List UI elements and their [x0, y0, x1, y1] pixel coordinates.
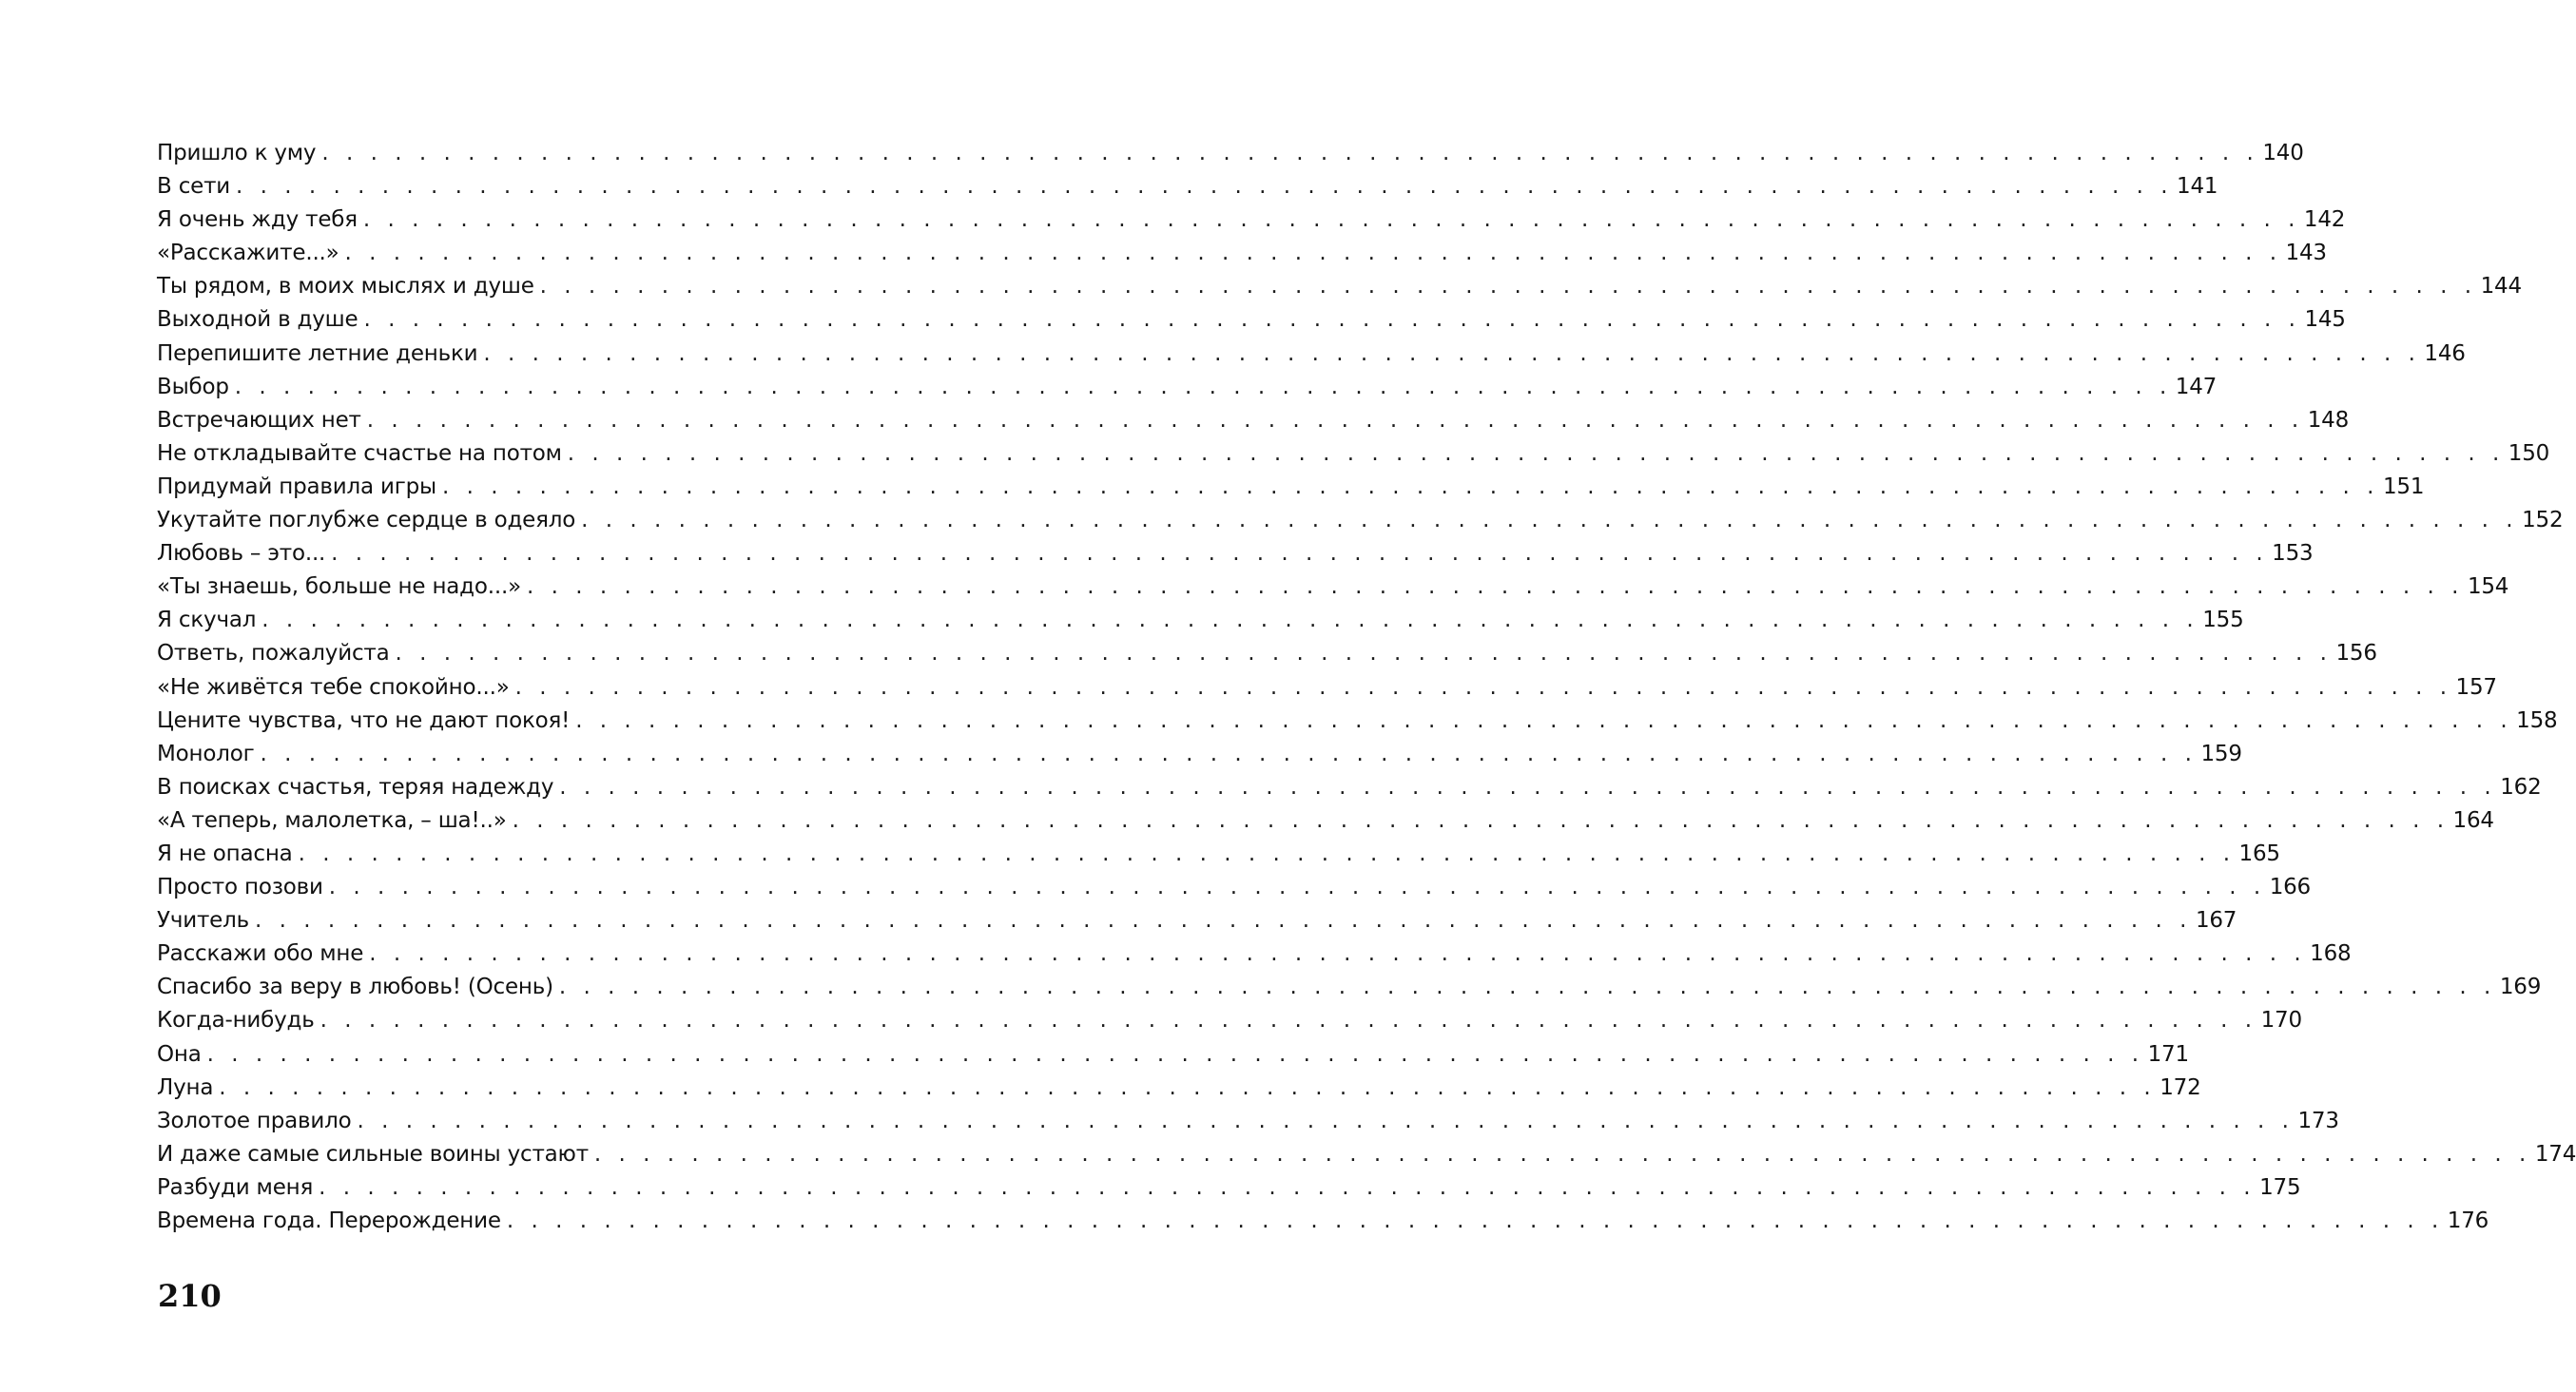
toc-entry: [157, 371, 2218, 404]
entry-page-number: 172: [2160, 1074, 2201, 1100]
toc-entry: [157, 671, 2497, 705]
dot-leader: . . . . . . . . . . . . . . . . . . . . . . . . . . . . . . . . . . . . . . . . . . . . . . . . . . . . . . . . . . . . . . . . . . . . . . . . . . . . . . . .: [539, 274, 2477, 300]
toc-entry: [157, 1004, 2302, 1037]
dot-leader: . . . . . . . . . . . . . . . . . . . . . . . . . . . . . . . . . . . . . . . . . . . . . . . . . . . . . . . . . . . . . . . . . . . . . . . . . . . . . . . .: [559, 774, 2497, 800]
entry-page-number: 154: [2467, 574, 2509, 600]
entry-page-number: 162: [2500, 774, 2542, 800]
entry-page-number: 155: [2202, 608, 2244, 633]
toc-entry: [157, 203, 2346, 237]
dot-leader: . . . . . . . . . . . . . . . . . . . . . . . . . . . . . . . . . . . . . . . . . . . . . . . . . . . . . . . . . . . . . . . . . . . . . . . . . . . . . . . .: [558, 975, 2496, 1000]
entry-page-number: 146: [2424, 340, 2466, 366]
dot-leader: . . . . . . . . . . . . . . . . . . . . . . . . . . . . . . . . . . . . . . . . . . . . . . . . . . . . . . . . . . . . . . . . . . . . . . . . . . . . . . . .: [344, 241, 2282, 266]
dot-leader: . . . . . . . . . . . . . . . . . . . . . . . . . . . . . . . . . . . . . . . . . . . . . . . . . . . . . . . . . . . . . . . . . . . . . . . . . . . . . . . .: [362, 207, 2300, 233]
entry-title: Выходной в душе: [157, 307, 358, 333]
toc-entry: [157, 1205, 2489, 1238]
entry-title: Монолог: [157, 741, 255, 766]
entry-page-number: 158: [2516, 707, 2558, 733]
entry-title: Я скучал: [157, 608, 257, 633]
entry-page-number: 143: [2285, 241, 2327, 266]
entry-page-number: 165: [2238, 841, 2280, 866]
toc-entry: [157, 938, 2352, 971]
entry-title: Встречающих нет: [157, 407, 361, 433]
toc-entry: [157, 804, 2494, 838]
entry-title: Я не опасна: [157, 841, 293, 866]
toc-entry: [157, 237, 2327, 270]
dot-leader: . . . . . . . . . . . . . . . . . . . . . . . . . . . . . . . . . . . . . . . . . . . . . . . . . . . . . . . . . . . . . . . . . . . . . . . . . . . . . . . .: [581, 508, 2519, 533]
dot-leader: . . . . . . . . . . . . . . . . . . . . . . . . . . . . . . . . . . . . . . . . . . . . . . . . . . . . . . . . . . . . . . . . . . . . . . . . . . . . . . . .: [442, 474, 2379, 499]
toc-entry: [157, 504, 2564, 537]
toc-entry: [157, 404, 2350, 437]
dot-leader: . . . . . . . . . . . . . . . . . . . . . . . . . . . . . . . . . . . . . . . . . . . . . . . . . . . . . . . . . . . . . . . . . . . . . . . . . . . . . . . .: [366, 407, 2304, 433]
dot-leader: . . . . . . . . . . . . . . . . . . . . . . . . . . . . . . . . . . . . . . . . . . . . . . . . . . . . . . . . . . . . . . . . . . . . . . . . . . . . . . . .: [328, 875, 2266, 900]
toc-entry: [157, 170, 2218, 203]
entry-title: Учитель: [157, 908, 249, 934]
entry-title: «Ты знаешь, больше не надо...»: [157, 574, 521, 600]
entry-page-number: 175: [2259, 1174, 2301, 1200]
toc-entry: [157, 771, 2542, 804]
dot-leader: . . . . . . . . . . . . . . . . . . . . . . . . . . . . . . . . . . . . . . . . . . . . . . . . . . . . . . . . . . . . . . . . . . . . . . . . . . . . . . . .: [357, 1108, 2295, 1133]
entry-page-number: 148: [2307, 407, 2350, 433]
entry-page-number: 173: [2297, 1108, 2339, 1133]
dot-leader: . . . . . . . . . . . . . . . . . . . . . . . . . . . . . . . . . . . . . . . . . . . . . . . . . . . . . . . . . . . . . . . . . . . . . . . . . . . . . . . .: [261, 608, 2199, 633]
dot-leader: . . . . . . . . . . . . . . . . . . . . . . . . . . . . . . . . . . . . . . . . . . . . . . . . . . . . . . . . . . . . . . . . . . . . . . . . . . . . . . . .: [593, 1141, 2531, 1167]
toc-entry: [157, 971, 2542, 1004]
entry-title: Ты рядом, в моих мыслях и душе: [157, 274, 534, 300]
entry-page-number: 150: [2508, 440, 2550, 466]
dot-leader: . . . . . . . . . . . . . . . . . . . . . . . . . . . . . . . . . . . . . . . . . . . . . . . . . . . . . . . . . . . . . . . . . . . . . . . . . . . . . . . .: [395, 641, 2333, 667]
toc-entry: [157, 705, 2558, 738]
dot-leader: . . . . . . . . . . . . . . . . . . . . . . . . . . . . . . . . . . . . . . . . . . . . . . . . . . . . . . . . . . . . . . . . . . . . . . . . . . . . . . . .: [260, 741, 2198, 766]
toc-entry: [157, 871, 2311, 904]
dot-leader: . . . . . . . . . . . . . . . . . . . . . . . . . . . . . . . . . . . . . . . . . . . . . . . . . . . . . . . . . . . . . . . . . . . . . . . . . . . . . . . .: [526, 574, 2464, 600]
toc-entry: [157, 838, 2280, 871]
toc-entry: [157, 1072, 2201, 1105]
entry-title: «Не живётся тебе спокойно...»: [157, 674, 510, 700]
entry-page-number: 174: [2534, 1141, 2576, 1167]
entry-page-number: 171: [2147, 1041, 2189, 1067]
dot-leader: . . . . . . . . . . . . . . . . . . . . . . . . . . . . . . . . . . . . . . . . . . . . . . . . . . . . . . . . . . . . . . . . . . . . . . . . . . . . . . . .: [483, 340, 2421, 366]
entry-title: Разбуди меня: [157, 1174, 314, 1200]
dot-leader: . . . . . . . . . . . . . . . . . . . . . . . . . . . . . . . . . . . . . . . . . . . . . . . . . . . . . . . . . . . . . . . . . . . . . . . . . . . . . . . .: [321, 141, 2259, 165]
toc-entry: [157, 1171, 2301, 1205]
toc-entry: [157, 1138, 2576, 1171]
entry-title: Золотое правило: [157, 1108, 352, 1133]
entry-page-number: 142: [2303, 207, 2346, 233]
dot-leader: . . . . . . . . . . . . . . . . . . . . . . . . . . . . . . . . . . . . . . . . . . . . . . . . . . . . . . . . . . . . . . . . . . . . . . . . . . . . . . . .: [369, 941, 2307, 967]
dot-leader: . . . . . . . . . . . . . . . . . . . . . . . . . . . . . . . . . . . . . . . . . . . . . . . . . . . . . . . . . . . . . . . . . . . . . . . . . . . . . . . .: [567, 440, 2505, 466]
entry-page-number: 141: [2177, 174, 2218, 200]
dot-leader: . . . . . . . . . . . . . . . . . . . . . . . . . . . . . . . . . . . . . . . . . . . . . . . . . . . . . . . . . . . . . . . . . . . . . . . . . . . . . . . .: [319, 1174, 2256, 1200]
toc-entry: [157, 570, 2509, 604]
dot-leader: . . . . . . . . . . . . . . . . . . . . . . . . . . . . . . . . . . . . . . . . . . . . . . . . . . . . . . . . . . . . . . . . . . . . . . . . . . . . . . . .: [363, 307, 2301, 333]
toc-entry: [157, 137, 2304, 170]
entry-title: Цените чувства, что не дают покоя!: [157, 707, 571, 733]
entry-title: Пришло к уму: [157, 141, 317, 165]
toc-entry: [157, 904, 2237, 938]
entry-title: Любовь – это...: [157, 541, 326, 567]
entry-title: Выбор: [157, 374, 229, 399]
page-number: 210: [158, 1278, 222, 1314]
toc-entry: [157, 1105, 2339, 1138]
entry-title: Перепишите летние деньки: [157, 340, 478, 366]
entry-page-number: 167: [2195, 908, 2237, 934]
entry-page-number: 156: [2335, 641, 2377, 667]
toc-entry: [157, 637, 2377, 670]
entry-page-number: 176: [2447, 1208, 2489, 1233]
entry-page-number: 164: [2452, 807, 2494, 833]
entry-title: Она: [157, 1041, 202, 1067]
entry-page-number: 169: [2499, 975, 2542, 1000]
entry-page-number: 144: [2480, 274, 2522, 300]
toc-entry: [157, 537, 2314, 570]
dot-leader: . . . . . . . . . . . . . . . . . . . . . . . . . . . . . . . . . . . . . . . . . . . . . . . . . . . . . . . . . . . . . . . . . . . . . . . . . . . . . . . .: [320, 1008, 2257, 1034]
entry-title: В поисках счастья, теряя надежду: [157, 774, 554, 800]
entry-page-number: 147: [2175, 374, 2218, 399]
entry-page-number: 159: [2200, 741, 2242, 766]
dot-leader: . . . . . . . . . . . . . . . . . . . . . . . . . . . . . . . . . . . . . . . . . . . . . . . . . . . . . . . . . . . . . . . . . . . . . . . . . . . . . . . .: [512, 807, 2450, 833]
entry-title: Не откладывайте счастье на потом: [157, 440, 562, 466]
table-of-contents: [157, 137, 2576, 1238]
entry-page-number: 168: [2310, 941, 2352, 967]
entry-title: Придумай правила игры: [157, 474, 436, 499]
entry-title: Луна: [157, 1074, 214, 1100]
entry-page-number: 151: [2382, 474, 2425, 499]
toc-entry: [157, 338, 2466, 371]
dot-leader: . . . . . . . . . . . . . . . . . . . . . . . . . . . . . . . . . . . . . . . . . . . . . . . . . . . . . . . . . . . . . . . . . . . . . . . . . . . . . . . .: [298, 841, 2236, 866]
dot-leader: . . . . . . . . . . . . . . . . . . . . . . . . . . . . . . . . . . . . . . . . . . . . . . . . . . . . . . . . . . . . . . . . . . . . . . . . . . . . . . . .: [575, 707, 2513, 733]
entry-page-number: 157: [2455, 674, 2497, 700]
dot-leader: . . . . . . . . . . . . . . . . . . . . . . . . . . . . . . . . . . . . . . . . . . . . . . . . . . . . . . . . . . . . . . . . . . . . . . . . . . . . . . . .: [234, 374, 2172, 399]
entry-page-number: 152: [2522, 508, 2564, 533]
dot-leader: . . . . . . . . . . . . . . . . . . . . . . . . . . . . . . . . . . . . . . . . . . . . . . . . . . . . . . . . . . . . . . . . . . . . . . . . . . . . . . . .: [331, 541, 2269, 567]
entry-title: Просто позови: [157, 875, 323, 900]
toc-entry: [157, 604, 2244, 637]
toc-entry: [157, 270, 2522, 303]
dot-leader: . . . . . . . . . . . . . . . . . . . . . . . . . . . . . . . . . . . . . . . . . . . . . . . . . . . . . . . . . . . . . . . . . . . . . . . . . . . . . . . .: [236, 174, 2174, 200]
entry-title: Ответь, пожалуйста: [157, 641, 390, 667]
toc-entry: [157, 303, 2346, 337]
entry-title: «А теперь, малолетка, – ша!..»: [157, 807, 507, 833]
entry-title: В сети: [157, 174, 231, 200]
dot-leader: . . . . . . . . . . . . . . . . . . . . . . . . . . . . . . . . . . . . . . . . . . . . . . . . . . . . . . . . . . . . . . . . . . . . . . . . . . . . . . . .: [254, 908, 2192, 934]
entry-page-number: 140: [2262, 141, 2304, 165]
entry-title: Укутайте поглубже сердце в одеяло: [157, 508, 576, 533]
toc-entry: [157, 1038, 2189, 1072]
entry-title: Времена года. Перерождение: [157, 1208, 501, 1233]
entry-page-number: 145: [2304, 307, 2346, 333]
toc-entry: [157, 471, 2425, 504]
toc-entry: [157, 738, 2242, 771]
dot-leader: . . . . . . . . . . . . . . . . . . . . . . . . . . . . . . . . . . . . . . . . . . . . . . . . . . . . . . . . . . . . . . . . . . . . . . . . . . . . . . . .: [219, 1074, 2157, 1100]
entry-page-number: 170: [2260, 1008, 2302, 1034]
toc-entry: [157, 437, 2550, 471]
entry-title: Расскажи обо мне: [157, 941, 364, 967]
entry-title: Я очень жду тебя: [157, 207, 358, 233]
entry-title: «Расскажите...»: [157, 241, 339, 266]
entry-title: Когда-нибудь: [157, 1008, 315, 1034]
entry-title: И даже самые сильные воины устают: [157, 1141, 589, 1167]
entry-page-number: 153: [2272, 541, 2314, 567]
entry-title: Спасибо за веру в любовь! (Осень): [157, 975, 553, 1000]
dot-leader: . . . . . . . . . . . . . . . . . . . . . . . . . . . . . . . . . . . . . . . . . . . . . . . . . . . . . . . . . . . . . . . . . . . . . . . . . . . . . . . .: [506, 1208, 2444, 1233]
dot-leader: . . . . . . . . . . . . . . . . . . . . . . . . . . . . . . . . . . . . . . . . . . . . . . . . . . . . . . . . . . . . . . . . . . . . . . . . . . . . . . . .: [514, 674, 2452, 700]
entry-page-number: 166: [2269, 875, 2311, 900]
dot-leader: . . . . . . . . . . . . . . . . . . . . . . . . . . . . . . . . . . . . . . . . . . . . . . . . . . . . . . . . . . . . . . . . . . . . . . . . . . . . . . . .: [206, 1041, 2144, 1067]
